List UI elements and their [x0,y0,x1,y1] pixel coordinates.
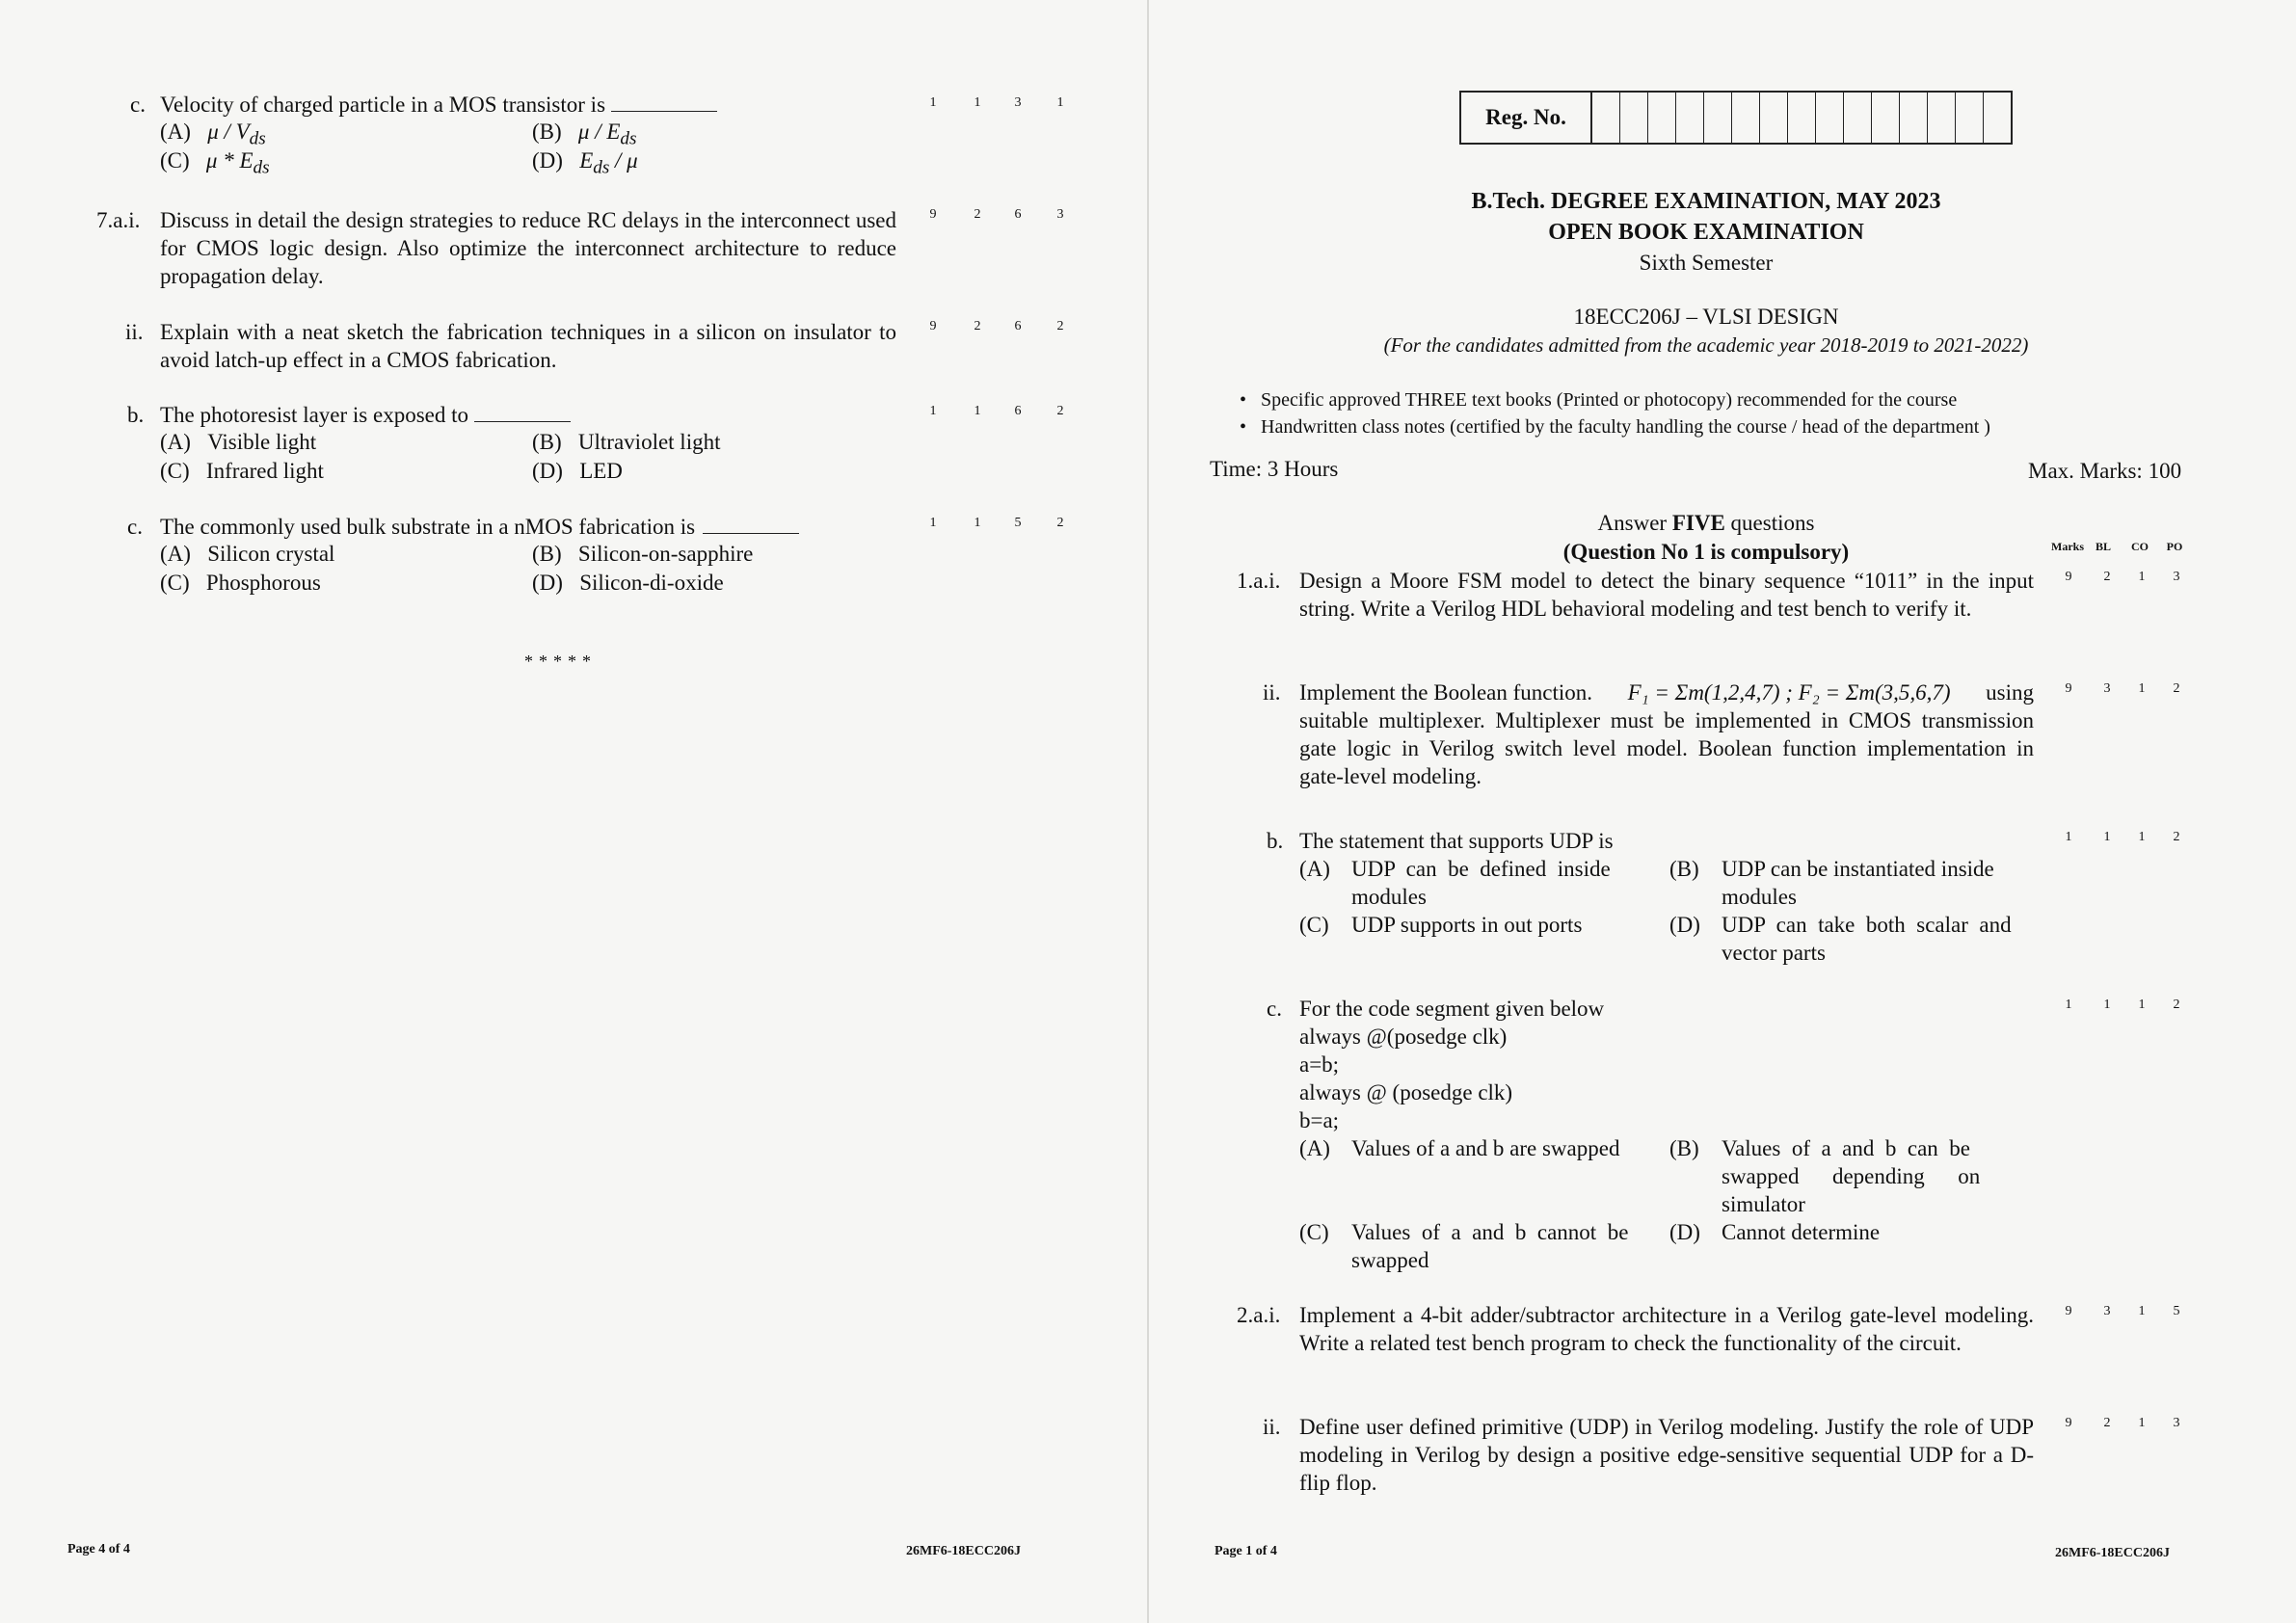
col-head-co: CO [2131,540,2149,553]
marks-value: 9 [2065,1416,2072,1430]
question-first-line [1299,678,2034,706]
question-text: Explain with a neat sketch the fabrication techniques in a silicon on insulator to avoid latch-up effect in a CMOS fabrication. [160,320,896,372]
instruction-item: • Specific approved THREE text books (Printed or photocopy) recommended for the course [1261,389,1957,412]
option-text: μ / E [577,120,621,144]
option-text: μ / V [207,120,250,144]
option-d [532,457,623,485]
option-d [532,569,724,597]
option-text: Infrared light [205,459,324,483]
po-value: 2 [2173,998,2180,1012]
option-key: (D) [532,148,563,173]
bl-value: 3 [2103,681,2111,696]
option-key: (A) [1299,1136,1330,1160]
semester: Sixth Semester [1639,251,1774,275]
option-text: modules [1722,885,1797,909]
po-value: 2 [1056,319,1064,333]
option-d [1669,1218,1700,1246]
subscript: ds [593,157,610,178]
bl-value: 2 [2103,1416,2111,1430]
option-c [160,569,321,597]
reg-cell [1704,93,1732,143]
co-value: 3 [1014,95,1022,110]
question-stem: Velocity of charged particle in a MOS transistor is [160,93,606,117]
option-b [532,540,753,568]
reg-cell [1676,93,1704,143]
co-value: 1 [2138,830,2146,844]
footer-page-number: Page 1 of 4 [1215,1544,1277,1558]
option-text: UDP can be instantiated inside [1722,857,1994,881]
marks-value: 1 [929,95,937,110]
marks-value: 1 [929,516,937,530]
co-value: 1 [2138,681,2146,696]
question-label: 7.a.i. [96,208,141,232]
po-value: 3 [1056,207,1064,222]
code-line: always @(posedge clk) [1299,1024,1508,1049]
answer-blank [703,532,799,534]
po-value: 3 [2173,570,2180,584]
option-a [160,540,334,568]
bl-value: 2 [2103,570,2111,584]
question-stem: The photoresist layer is exposed to [160,403,469,427]
option-key: (D) [1669,913,1700,937]
reg-no-box [1459,91,2013,145]
question-label: c. [130,93,146,117]
co-value: 1 [2138,998,2146,1012]
option-key: (B) [1669,857,1699,881]
option-key: (A) [160,542,191,566]
question-stem: The commonly used bulk substrate in a nMOS fabrication is [160,515,696,539]
option-a [1299,855,1330,883]
option-text: modules [1351,885,1427,909]
col-head-marks: Marks [2051,540,2084,553]
option-text: swapped depending on [1722,1164,1981,1188]
option-text: UDP can take both scalar and [1722,913,2012,937]
reg-no-label: Reg. No. [1461,93,1592,143]
option-key: (A) [1299,857,1330,881]
question-text: Discuss in detail the design strategies to reduce RC delays in the interconnect used for CMOS logic design. Also optimize the interconnect architecture to reduce propagation delay. [160,208,896,288]
option-b [1669,855,1699,883]
subscript: ds [620,128,637,149]
subscript: ds [249,128,266,149]
question-label: 1.a.i. [1237,569,1281,593]
boolean-functions: F₁ = Σm(1,2,4,7) ; F₂ = Σm(3,5,6,7) [1627,680,1951,705]
bl-value: 1 [974,404,981,418]
course-title: 18ECC206J – VLSI DESIGN [1573,305,1839,329]
option-text: UDP supports in out ports [1351,913,1583,937]
option-text: vector parts [1722,941,1826,965]
question-stem: The statement that supports UDP is [1299,829,1614,853]
reg-cell [1732,93,1760,143]
co-value: 1 [2138,1304,2146,1318]
bl-value: 2 [974,319,981,333]
question-text [160,513,799,541]
reg-cell [1928,93,1956,143]
footer-page-number: Page 4 of 4 [67,1542,130,1556]
po-value: 2 [1056,404,1064,418]
answer-blank [611,110,717,112]
po-value: 2 [2173,681,2180,696]
option-d [532,146,638,182]
option-text: Silicon-on-sapphire [577,542,754,566]
po-value: 3 [2173,1416,2180,1430]
compulsory-note: (Question No 1 is compulsory) [1562,540,1850,564]
answer-count: FIVE [1671,511,1725,535]
question-label: ii. [1263,1415,1281,1439]
question-text: Define user defined primitive (UDP) in Verilog modeling. Justify the role of UDP modeling in Verilog by design a positive edge-sensitive sequential UDP for a D-flip flop. [1299,1415,2034,1495]
po-value: 2 [2173,830,2180,844]
option-text: Phosphorous [205,571,321,595]
option-text: Visible light [207,430,317,454]
option-key: (C) [160,148,190,173]
reg-cell [1956,93,1984,143]
po-value: 1 [1056,95,1064,110]
option-a [160,428,316,456]
question-text: Implement a 4-bit adder/subtractor architecture in a Verilog gate-level modeling. Write a related test bench program to check the functionality of the circuit. [1299,1303,2034,1355]
co-value: 6 [1014,404,1022,418]
question-label: b. [127,403,145,427]
option-text: Values of a and b can be [1722,1136,1971,1160]
reg-cell [1592,93,1620,143]
marks-value: 9 [2065,1304,2072,1318]
reg-cell [1620,93,1648,143]
question-stem: For the code segment given below [1299,997,1605,1021]
bl-value: 1 [974,95,981,110]
max-marks-label: Max. Marks: 100 [2028,459,2182,483]
end-stars: ***** [524,652,597,671]
option-a [1299,1134,1330,1162]
option-c [160,457,324,485]
col-head-bl: BL [2095,540,2111,553]
marks-value: 1 [929,404,937,418]
option-text: μ * E [205,148,254,173]
answer-blank [474,420,571,422]
option-key: (B) [532,542,562,566]
admitted-note: (For the candidates admitted from the academic year 2018-2019 to 2021-2022) [1383,333,2029,357]
option-key: (C) [160,459,190,483]
question-label: ii. [1263,680,1281,705]
marks-value: 9 [929,207,937,222]
question-text [160,401,571,429]
marks-value: 9 [2065,681,2072,696]
footer-code: 26MF6-18ECC206J [2055,1546,2170,1560]
question-text [160,91,717,119]
option-key: (B) [532,430,562,454]
option-c [1299,1218,1329,1246]
option-key: (A) [160,120,191,144]
option-text: simulator [1722,1192,1805,1216]
bl-value: 1 [2103,830,2111,844]
reg-cell [1844,93,1872,143]
option-key: (D) [1669,1220,1700,1244]
option-text: Ultraviolet light [577,430,721,454]
exam-subtitle: OPEN BOOK EXAMINATION [1548,220,1864,245]
answer-text: questions [1724,511,1815,535]
bl-value: 1 [974,516,981,530]
option-d [1669,911,1700,939]
option-key: (B) [1669,1136,1699,1160]
co-value: 6 [1014,319,1022,333]
co-value: 6 [1014,207,1022,222]
option-text: E [579,148,594,173]
po-value: 5 [2173,1304,2180,1318]
code-line: always @ (posedge clk) [1299,1080,1513,1104]
reg-cell [1900,93,1928,143]
marks-value: 9 [929,319,937,333]
answer-text: Answer [1597,511,1672,535]
page-4 [0,0,1145,1623]
col-head-po: PO [2166,540,2183,553]
option-key: (D) [532,459,563,483]
co-value: 1 [2138,1416,2146,1430]
question-label: ii. [125,320,144,344]
code-line: b=a; [1299,1108,1340,1132]
time-label: Time: 3 Hours [1210,457,1339,481]
co-value: 1 [2138,570,2146,584]
question-text: Implement the Boolean function. [1299,680,1593,705]
question-text: Design a Moore FSM model to detect the binary sequence “1011” in the input string. Write a Verilog HDL behavioral modeling and test bench to verify it. [1299,569,2034,621]
option-text: Values of a and b cannot be [1351,1220,1629,1244]
question-label: c. [127,515,143,539]
option-text: swapped [1351,1248,1429,1272]
option-c [1299,911,1329,939]
reg-cell [1816,93,1844,143]
reg-cell [1984,93,2011,143]
question-label: c. [1267,997,1282,1021]
page-divider [1147,0,1149,1623]
option-text: Silicon crystal [207,542,335,566]
po-value: 2 [1056,516,1064,530]
question-text: suitable multiplexer. Multiplexer must be implemented in CMOS transmission gate logic in Verilog switch level model. Boolean function implementation in gate-level modeling. [1299,708,2034,788]
co-value: 5 [1014,516,1022,530]
marks-value: 1 [2065,830,2072,844]
option-text: Silicon-di-oxide [579,571,724,595]
option-b [1669,1134,1699,1162]
option-c [160,146,270,182]
reg-cell [1648,93,1676,143]
option-key: (C) [1299,1220,1329,1244]
instruction-item: • Handwritten class notes (certified by the faculty handling the course / head of the department ) [1261,416,1990,439]
reg-cell [1760,93,1788,143]
reg-cell [1872,93,1900,143]
option-key: (B) [532,120,562,144]
reg-cell [1788,93,1816,143]
code-line: a=b; [1299,1052,1340,1077]
option-key: (C) [160,571,190,595]
option-text: Cannot determine [1722,1220,1881,1244]
bl-value: 3 [2103,1304,2111,1318]
marks-value: 1 [2065,998,2072,1012]
question-label: 2.a.i. [1237,1303,1281,1327]
marks-value: 9 [2065,570,2072,584]
answer-instruction [1349,509,2063,537]
question-label: b. [1267,829,1284,853]
footer-code: 26MF6-18ECC206J [906,1544,1021,1558]
bl-value: 1 [2103,998,2111,1012]
question-text: using [1986,680,2034,705]
option-b [532,428,720,456]
option-text: Values of a and b are swapped [1351,1136,1620,1160]
option-tail: / μ [609,148,638,173]
bl-value: 2 [974,207,981,222]
option-key: (C) [1299,913,1329,937]
subscript: ds [253,157,270,178]
option-key: (A) [160,430,191,454]
option-key: (D) [532,571,563,595]
option-text: UDP can be defined inside [1351,857,1611,881]
exam-title: B.Tech. DEGREE EXAMINATION, MAY 2023 [1471,189,1941,214]
option-text: LED [579,459,623,483]
